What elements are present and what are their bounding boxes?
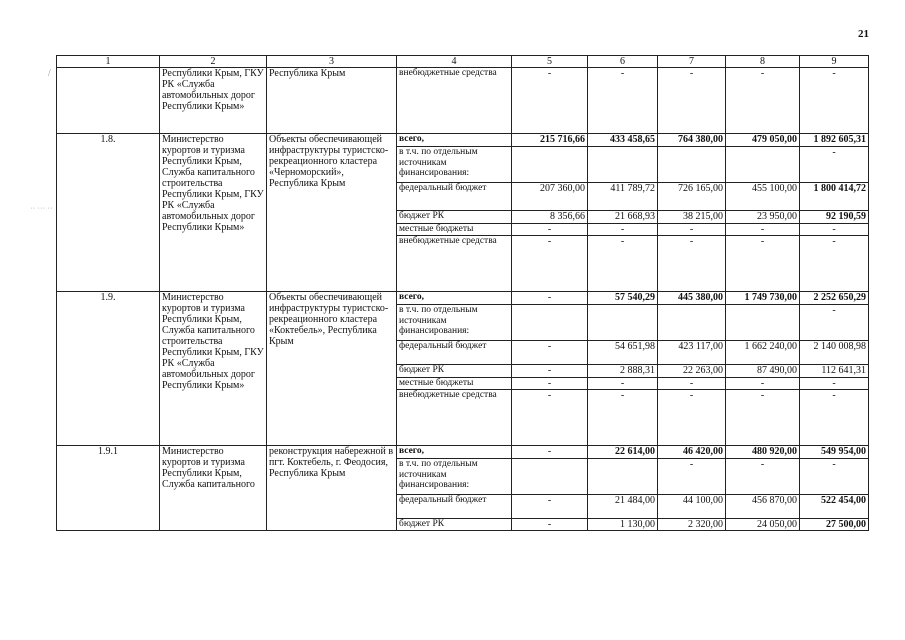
- value-cell: 57 540,29: [588, 292, 658, 305]
- value-cell: [588, 147, 658, 183]
- object-cell: Объекты обеспечивающей инфраструктуры туристско-рекреационного кластера «Черноморский», Республика Крым: [267, 134, 397, 292]
- object-cell: Республика Крым: [267, 68, 397, 134]
- value-cell: -: [512, 236, 588, 292]
- funding-source: в т.ч. по отдельным источникам финансирования:: [397, 147, 512, 183]
- funding-source: всего,: [397, 292, 512, 305]
- budget-table: [56, 55, 869, 531]
- value-cell: -: [512, 378, 588, 390]
- value-cell: -: [726, 68, 800, 134]
- row-number: 1.8.: [57, 134, 160, 292]
- value-cell: -: [512, 292, 588, 305]
- page-number: 21: [858, 28, 869, 40]
- value-cell: -: [588, 378, 658, 390]
- value-cell: -: [512, 495, 588, 519]
- header-cell: 2: [160, 56, 267, 68]
- funding-source: всего,: [397, 446, 512, 459]
- funding-source: в т.ч. по отдельным источникам финансирования:: [397, 305, 512, 341]
- value-cell: 479 050,00: [726, 134, 800, 147]
- value-cell: -: [800, 224, 869, 236]
- responsible-cell: Министерство курортов и туризма Республики Крым, Служба капитального: [160, 446, 267, 531]
- funding-source: федеральный бюджет: [397, 341, 512, 365]
- funding-source: внебюджетные средства: [397, 236, 512, 292]
- value-cell: 207 360,00: [512, 183, 588, 211]
- value-cell: -: [512, 390, 588, 446]
- value-cell: -: [726, 224, 800, 236]
- value-cell: -: [512, 341, 588, 365]
- value-cell: -: [588, 390, 658, 446]
- value-cell: -: [800, 378, 869, 390]
- value-cell: [658, 147, 726, 183]
- value-cell: [512, 305, 588, 341]
- value-cell: -: [800, 459, 869, 495]
- value-cell: -: [800, 305, 869, 341]
- value-cell: -: [658, 224, 726, 236]
- funding-source: федеральный бюджет: [397, 495, 512, 519]
- funding-source: в т.ч. по отдельным источникам финансирования:: [397, 459, 512, 495]
- header-cell: 8: [726, 56, 800, 68]
- value-cell: -: [726, 236, 800, 292]
- value-cell: 480 920,00: [726, 446, 800, 459]
- value-cell: 764 380,00: [658, 134, 726, 147]
- value-cell: [512, 147, 588, 183]
- value-cell: -: [658, 68, 726, 134]
- table-row: [57, 68, 869, 134]
- value-cell: 1 749 730,00: [726, 292, 800, 305]
- header-cell: 7: [658, 56, 726, 68]
- header-cell: 4: [397, 56, 512, 68]
- value-cell: [512, 459, 588, 495]
- value-cell: 22 263,00: [658, 365, 726, 378]
- table-row: [57, 134, 869, 147]
- value-cell: [588, 459, 658, 495]
- value-cell: -: [658, 378, 726, 390]
- value-cell: -: [512, 68, 588, 134]
- value-cell: -: [512, 519, 588, 531]
- value-cell: 8 356,66: [512, 211, 588, 224]
- value-cell: [588, 305, 658, 341]
- value-cell: 2 888,31: [588, 365, 658, 378]
- value-cell: 38 215,00: [658, 211, 726, 224]
- value-cell: -: [512, 446, 588, 459]
- value-cell: -: [726, 390, 800, 446]
- value-cell: 423 117,00: [658, 341, 726, 365]
- value-cell: 22 614,00: [588, 446, 658, 459]
- row-number: 1.9.1: [57, 446, 160, 531]
- value-cell: 44 100,00: [658, 495, 726, 519]
- value-cell: 21 484,00: [588, 495, 658, 519]
- value-cell: 87 490,00: [726, 365, 800, 378]
- value-cell: 1 662 240,00: [726, 341, 800, 365]
- value-cell: 1 130,00: [588, 519, 658, 531]
- table-row: [57, 446, 869, 459]
- header-cell: 1: [57, 56, 160, 68]
- funding-source: бюджет РК: [397, 365, 512, 378]
- value-cell: 2 252 650,29: [800, 292, 869, 305]
- value-cell: -: [800, 147, 869, 183]
- value-cell: 455 100,00: [726, 183, 800, 211]
- header-cell: 9: [800, 56, 869, 68]
- value-cell: 522 454,00: [800, 495, 869, 519]
- value-cell: 112 641,31: [800, 365, 869, 378]
- table-row: [57, 292, 869, 305]
- funding-source: всего,: [397, 134, 512, 147]
- value-cell: 445 380,00: [658, 292, 726, 305]
- value-cell: -: [588, 224, 658, 236]
- value-cell: 54 651,98: [588, 341, 658, 365]
- value-cell: -: [800, 68, 869, 134]
- value-cell: 726 165,00: [658, 183, 726, 211]
- funding-source: бюджет РК: [397, 519, 512, 531]
- row-number: 1.9.: [57, 292, 160, 446]
- value-cell: 433 458,65: [588, 134, 658, 147]
- funding-source: внебюджетные средства: [397, 68, 512, 134]
- funding-source: внебюджетные средства: [397, 390, 512, 446]
- header-cell: 3: [267, 56, 397, 68]
- value-cell: 27 500,00: [800, 519, 869, 531]
- value-cell: -: [726, 378, 800, 390]
- value-cell: -: [726, 459, 800, 495]
- value-cell: 1 892 605,31: [800, 134, 869, 147]
- value-cell: 2 140 008,98: [800, 341, 869, 365]
- value-cell: -: [512, 365, 588, 378]
- row-number: [57, 68, 160, 134]
- value-cell: 215 716,66: [512, 134, 588, 147]
- value-cell: 1 800 414,72: [800, 183, 869, 211]
- value-cell: 24 050,00: [726, 519, 800, 531]
- value-cell: 46 420,00: [658, 446, 726, 459]
- value-cell: 23 950,00: [726, 211, 800, 224]
- value-cell: -: [800, 236, 869, 292]
- value-cell: -: [800, 390, 869, 446]
- value-cell: 549 954,00: [800, 446, 869, 459]
- value-cell: -: [658, 236, 726, 292]
- value-cell: -: [588, 236, 658, 292]
- funding-source: бюджет РК: [397, 211, 512, 224]
- value-cell: [726, 305, 800, 341]
- value-cell: 2 320,00: [658, 519, 726, 531]
- value-cell: -: [658, 390, 726, 446]
- scan-mark: ˙˙ ˙˙˙ ˙˙: [30, 206, 53, 215]
- responsible-cell: Министерство курортов и туризма Республики Крым, Служба капитального строительства Республики Крым, ГКУ РК «Служба автомобильных дорог Республики Крым»: [160, 292, 267, 446]
- responsible-cell: Министерство курортов и туризма Республики Крым, Служба капитального строительства Республики Крым, ГКУ РК «Служба автомобильных дорог Республики Крым»: [160, 134, 267, 292]
- value-cell: 456 870,00: [726, 495, 800, 519]
- header-cell: 5: [512, 56, 588, 68]
- responsible-cell: Республики Крым, ГКУ РК «Служба автомобильных дорог Республики Крым»: [160, 68, 267, 134]
- value-cell: -: [512, 224, 588, 236]
- value-cell: [726, 147, 800, 183]
- object-cell: реконструкция набережной в пгт. Коктебель, г. Феодосия, Республика Крым: [267, 446, 397, 531]
- value-cell: [658, 305, 726, 341]
- value-cell: -: [588, 68, 658, 134]
- funding-source: местные бюджеты: [397, 224, 512, 236]
- header-row: [57, 56, 869, 68]
- value-cell: 92 190,59: [800, 211, 869, 224]
- value-cell: 411 789,72: [588, 183, 658, 211]
- value-cell: 21 668,93: [588, 211, 658, 224]
- value-cell: -: [658, 459, 726, 495]
- scan-mark: /: [48, 68, 51, 79]
- object-cell: Объекты обеспечивающей инфраструктуры туристско-рекреационного кластера «Коктебель», Республика Крым: [267, 292, 397, 446]
- funding-source: федеральный бюджет: [397, 183, 512, 211]
- funding-source: местные бюджеты: [397, 378, 512, 390]
- header-cell: 6: [588, 56, 658, 68]
